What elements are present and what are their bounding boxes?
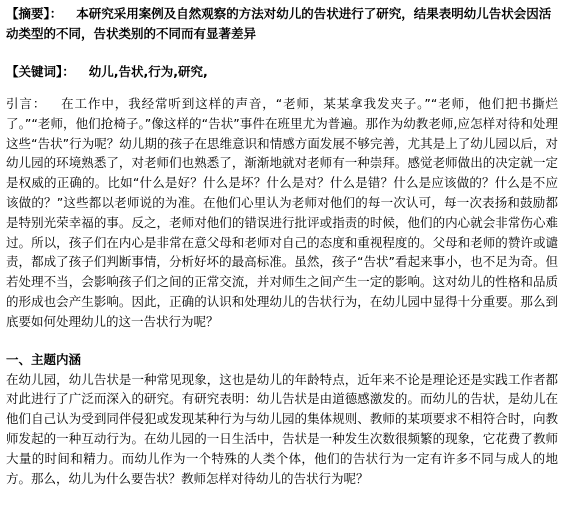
intro-label: 引言：	[6, 96, 47, 111]
section-1-title: 一、主题内涵	[6, 351, 82, 367]
keywords-text: 幼儿,告状,行为,研究,	[88, 64, 208, 79]
abstract-label: 【摘要】：	[6, 6, 63, 21]
intro-text: 在工作中，我经常听到这样的声音，“老师，某某拿我发夹子。”“老师，他们把书撕烂了。”“老师，他们抢椅子。”像这样的“告状”事件在班里尤为普遍。那作为幼教老师,应怎样对待和处理这些“告状”行为呢？幼儿期的孩子在思维意识和情感方面发展不够完善，尤其是上了幼儿园以后，对幼儿园的环境熟悉了，对老师们也熟悉了，渐渐地就对老师有一种崇拜。感觉老师做出的决定就一定是权威的正确的。比如“什么是好？什么是坏？什么是对？什么是错？什么是应该做的？什么是不应该做的？”这些都以老师说的为准。在他们心里认为老师对他们的每一次认可，每一次表扬和鼓励都是特别光荣幸福的事。反之，老师对他们的错误进行批评或指责的时候，他们的内心就会非常伤心难过。所以，孩子们在内心是非常在意父母和老师对自己的态度和重视程度的。父母和老师的赞许或谴责，都成了孩子们判断事情，分析好坏的最高标准。虽然，孩子“告状”看起来事小，也不足为奇。但若处理不当，会影响孩子们之间的正常交流，并对师生之间产生一定的影响。这对幼儿的性格和品质的形成也会产生影响。因此，正确的认识和处理幼儿的告状行为，在幼儿园中显得十分重要。那么到底要如何处理幼儿的这一告状行为呢？	[6, 96, 558, 329]
keywords-label: 【关键词】：	[6, 64, 75, 79]
document-page	[6, 4, 558, 488]
section-1-paragraph: 在幼儿园，幼儿告状是一种常见现象，这也是幼儿的年龄特点，近年来不论是理论还是实践工作者都对此进行了广泛而深入的研究。有研究表明：幼儿告状是由道德感激发的。而幼儿的告状，是幼儿在他们自己认为受到同伴侵犯或发现某种行为与幼儿园的集体规则、教师的某项要求不相符合时，向教师发起的一种互动行为。在幼儿园的一日生活中，告状是一种发生次数很频繁的现象，它花费了教师大量的时间和精力。而幼儿作为一个特殊的人类个体，他们的告状行为一定有许多不同与成人的地方。那么，幼儿为什么要告状？教师怎样对待幼儿的告状行为呢？	[6, 371, 558, 486]
abstract-text: 本研究采用案例及自然观察的方法对幼儿的告状进行了研究，结果表明幼儿告状会因活动类型的不同，告状类别的不同而有显著差异	[6, 6, 552, 41]
intro-paragraph	[6, 94, 558, 332]
keywords-paragraph	[6, 62, 558, 82]
abstract-paragraph	[6, 4, 558, 44]
